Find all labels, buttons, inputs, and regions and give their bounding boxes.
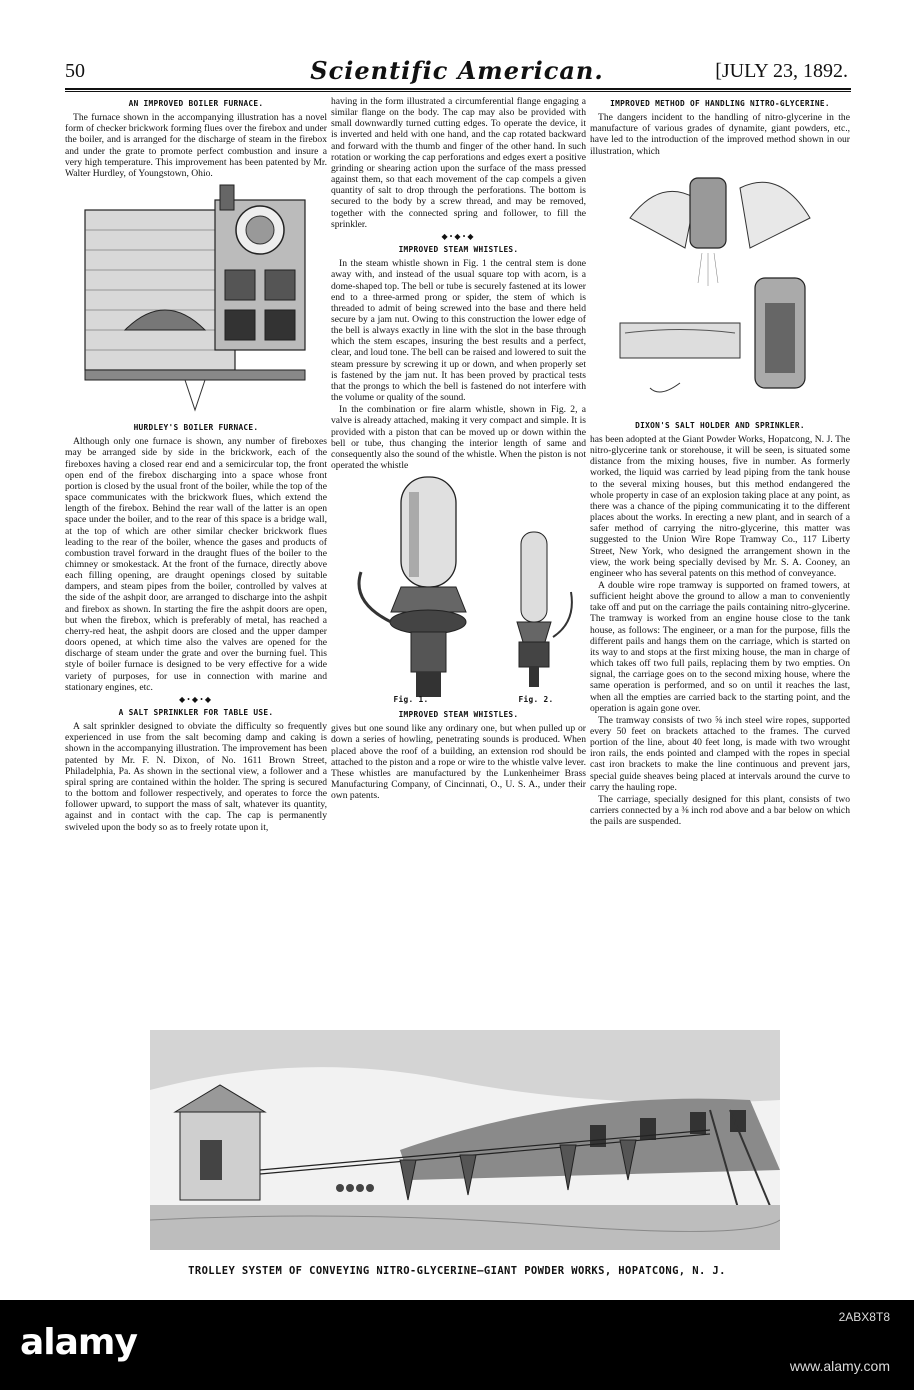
nitro-glycerine-body-3: The tramway consists of two ⅝ inch steel wire ropes, supported every 50 feet on brackets attached to the frames. The curved portion of the line, about 40 feet long, is made with two wrought iron rails, the ends pointed and clamped with the ropes in special cast iron brackets to make the line continuous and prevent jars, special guide sheaves being placed at intervals around the curve to carry the hauling rope. [590, 714, 850, 793]
boiler-furnace-heading: AN IMPROVED BOILER FURNACE. [128, 99, 264, 108]
stock-photo-credit-bar [0, 1300, 914, 1390]
issue-date: [JULY 23, 1892. [715, 60, 848, 82]
steam-whistles-body-1: In the steam whistle shown in Fig. 1 the central stem is done away with, and instead of the usual square top with acorn, is a dome-shaped top. The bell or tube is securely fastened at its lower end to a three-armed prong or spider, the stem of which is threaded to admit of being screwed into the base and there held secure by a jam nut. Owing to this construction the lower edge of the bell is always exactly in line with the slot in the base through which the stem escapes, insuring the best results and a perfect, clear, and loud tone. The bell can be raised and lowered to suit the steam pressure by screwing it up or down, and when properly set is fastened by the jam nut. It has been proved by practical tests that the prongs to which the bell is fastened do not interfere with the volume or quality of the sound. [331, 258, 586, 404]
nitro-glycerine-body-1: has been adopted at the Giant Powder Works, Hopatcong, N. J. The nitro-glycerine tank or storehouse, it will be seen, is situated some distance from the mixing houses, five in number. As formerly worked, the liquid was carried by lead piping from the tank house to the several mixing houses, but this method endangered the whole property in case of an explosion taking place at any point, as there was a chance of the piping communicating it to the different places about the works. In erecting a new plant, and in search of a safer method of carrying the nitro-glycerine, this matter was suggested to the Union Wire Rope Tramway Co., 117 Liberty Street, New York, who designed the arrangement shown in the view, the work being specially devised by Mr. S. A. Cooney, an engineer who has several patents on this method of conveyance. [590, 433, 850, 579]
salt-sprinkler-illustration [590, 158, 850, 418]
alamy-logo: alamy [20, 1322, 137, 1363]
salt-sprinkler-caption: DIXON'S SALT HOLDER AND SPRINKLER. [635, 420, 805, 430]
whistle-fig1-label: Fig. 1. [393, 695, 429, 705]
nitro-glycerine-body-4: The carriage, specially designed for this plant, consists of two carriers connected by a ⅜ inch rod above and a bar below on which the pails are suspended. [590, 793, 850, 828]
site-url: www.alamy.com [789, 1358, 890, 1374]
section-divider: ◆•◆•◆ [441, 231, 476, 241]
nitro-glycerine-body-2: A double wire rope tramway is supported on framed towers, at sufficient height above the ground to allow a man to conveniently take off and put on the carriage the pails containing nitro-glycerine. The tramway is worked from an engine house close to the tank house, as follows: The engineer, or a man for the purpose, fills the different pails and hangs them on the carriage, which is started on its way to and stops at the first mixing house, the man in charge of which takes off two full pails, replacing them by two empties. On signal, the carriage goes on to the second mixing house, where the same operation is performed, and so on until it reaches the last, when all the empties are carried back to the starting point, and the operation is again gone over. [590, 579, 850, 714]
salt-figure-slot [590, 158, 850, 418]
salt-sprinkler-continued: having in the form illustrated a circumferential flange engaging a similar flange on the body. The cap may also be provided with small downwardly turned cutting edges. To operate the device, it is inverted and held with one hand, and the cap rotated backward and forward with the thumb and finger of the other hand. In such rotation or working the cap perforations and edges exert a positive grinding or shearing action upon the surface of the mass pressed against them, so that each movement of the cap compels a given quantity of salt to drop through the perforations. The bottom is secured to the body by a screw thread, and may be removed, together with the connected spring and follower, to fill the sprinkler. [331, 96, 586, 230]
boiler-furnace-illustration [65, 180, 327, 420]
boiler-furnace-intro: The furnace shown in the accompanying illustration has a novel form of checker brickwork forming flues over the firebox and under the boiler, and is arranged for the discharge of steam in the firebox and under the grate to promote perfect combustion and insure a very high temperature. This improvement has been patented by Mr. Walter Hurdley, of Youngstown, Ohio. [65, 112, 327, 179]
steam-whistles-body-3: gives but one sound like any ordinary one, but when pulled up or down a series of howling, penetrating sounds is produced. When placed above the roof of a building, an extension rod should be attached to the piston and a rope or wire to the whistle valve lever. These whistles are manufactured by the Lunkenheimer Brass Manufacturing Company, of Cincinnati, O., U. S. A., under their own patents. [331, 723, 586, 802]
trolley-system-caption: TROLLEY SYSTEM OF CONVEYING NITRO-GLYCERINE—GIANT POWDER WORKS, HOPATCONG, N. J. [188, 1265, 726, 1277]
boiler-figure-slot [65, 180, 327, 420]
steam-whistles-illustration [331, 472, 586, 707]
trolley-system-illustration [150, 1030, 780, 1250]
steam-whistles-body-2: In the combination or fire alarm whistle, shown in Fig. 2, a valve is already attached, making it very compact and simple. It is provided with a piston that can be moved up or down within the bell or tube, thus changing the interior length of same and consequently also the sound of the whistle. When the piston is not operated the whistle [331, 404, 586, 471]
whistle-fig2-label: Fig. 2. [518, 695, 554, 705]
header-rule [65, 88, 851, 90]
boiler-furnace-caption: HURDLEY'S BOILER FURNACE. [133, 423, 259, 433]
boiler-furnace-body: Although only one furnace is shown, any number of fireboxes may be arranged side by side in the brickwork, each of the fireboxes having a closed rear end and a semicircular top, the front open end of the firebox discharging into a space whose front portion is closed by the usual front of the boiler, while the top of the space communicates with the brickwork flues, which extend the length of the firebox. Behind the rear wall of the latter is an open space under the boiler, and to the rear of this space is a bridge wall, at the top of which are other similar checker brickwork flues leading to the rear of the boiler, whence the gases and products of combustion travel forward in the draught flues of the boiler to the chimney or smokestack. At the front of the furnace, directly above each filling opening, are draught openings closed by suitable dampers, and steam pipes from the boiler, controlled by valves at the side of the ashpit door, are arranged to discharge into the ashpit and firebox as shown. In starting the fire the ashpit doors are open, but when the firebox, which is preferably of metal, has reached a cherry-red heat, the ashpit doors are closed and the upper damper doors opened, at which time also the valves are opened for the discharge of steam under the grate and over the burning fuel. This style of boiler furnace is designed to be very effective for a wide variety of purposes, for use in connection with marine and stationary engines, etc. [65, 436, 327, 693]
page-number: 50 [65, 60, 85, 82]
nitro-glycerine-heading: IMPROVED METHOD OF HANDLING NITRO-GLYCERINE. [610, 99, 830, 108]
salt-sprinkler-body: A salt sprinkler designed to obviate the difficulty so frequently experienced in use from the salt becoming damp and caking is shown in the accompanying illustration. The improvement has been patented by Mr. F. N. Dixon, of No. 1611 Brown Street, Philadelphia, Pa. As shown in the sectional view, a follower and a spiral spring are contained within the holder. The spring is secured to the bottom and follower respectively, and operates to force the follower upward, to support the mass of salt, whatever its quantity, against and in contact with the cap. The cap is permanently swiveled upon the body so as to freely rotate upon it, [65, 721, 327, 833]
section-divider: ◆•◆•◆ [178, 694, 214, 704]
whistle-figure-slot [331, 472, 586, 707]
steam-whistles-heading: IMPROVED STEAM WHISTLES. [398, 245, 519, 255]
header-rule-thin [65, 91, 851, 92]
image-id: 2ABX8T8 [838, 1310, 890, 1324]
masthead-title: Scientific American. [310, 56, 604, 85]
salt-sprinkler-heading: A SALT SPRINKLER FOR TABLE USE. [118, 708, 274, 717]
steam-whistles-caption: IMPROVED STEAM WHISTLES. [398, 710, 519, 720]
nitro-glycerine-intro: The dangers incident to the handling of nitro-glycerine in the manufacture of various grades of dynamite, giant powders, etc., have led to the introduction of the improved method shown in our illustration, which [590, 112, 850, 157]
